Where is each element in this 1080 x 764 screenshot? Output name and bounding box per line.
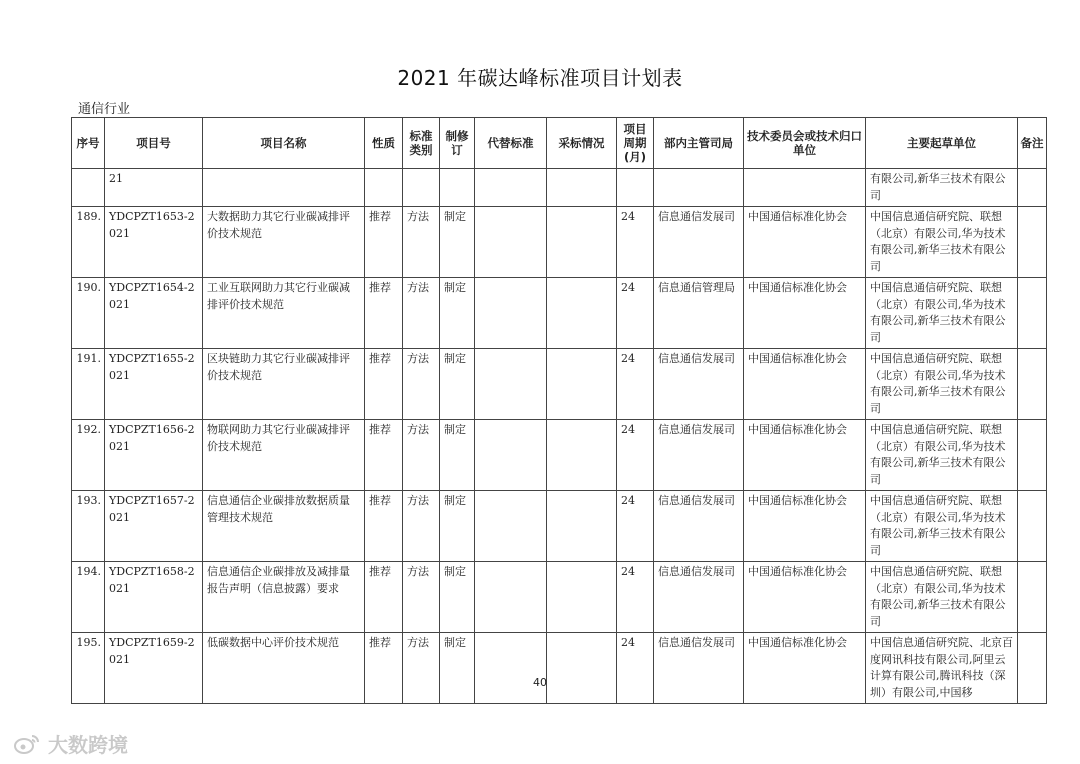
col-header: 序号 [72,118,105,169]
table-cell-adopt [547,169,617,207]
table-cell-name: 信息通信企业碳排放数据质量管理技术规范 [203,491,365,562]
table-cell-committee: 中国通信标准化协会 [744,562,866,633]
table-cell-rev: 制定 [440,491,475,562]
table-cell-id: 21 [105,169,203,207]
table-cell-adopt [547,491,617,562]
table-cell-replace [475,633,547,704]
table-cell-name: 信息通信企业碳排放及减排量报告声明（信息披露）要求 [203,562,365,633]
col-header: 项目名称 [203,118,365,169]
watermark [12,729,128,758]
table-cell-name: 区块链助力其它行业碳减排评价技术规范 [203,349,365,420]
table-cell-period: 24 [617,491,654,562]
table-cell-period: 24 [617,278,654,349]
table-cell-no: 189. [72,207,105,278]
table-cell-rev [440,169,475,207]
table-cell-drafters: 中国信息通信研究院、联想（北京）有限公司,华为技术有限公司,新华三技术有限公司 [866,278,1018,349]
table-cell-id: YDCPZT1657-2021 [105,491,203,562]
table-cell-rev: 制定 [440,349,475,420]
table-cell-dept: 信息通信发展司 [654,420,744,491]
table-cell-note [1018,349,1047,420]
table-cell-no: 190. [72,278,105,349]
table-cell-adopt [547,349,617,420]
col-header: 部内主管司局 [654,118,744,169]
standards-table [71,117,1047,704]
table-row [72,491,1047,562]
table-cell-name: 低碳数据中心评价技术规范 [203,633,365,704]
table-cell-note [1018,633,1047,704]
table-cell-cat: 方法 [403,633,440,704]
table-cell-replace [475,278,547,349]
table-row [72,169,1047,207]
col-header: 性质 [365,118,403,169]
table-cell-replace [475,491,547,562]
table-cell-note [1018,278,1047,349]
table-cell-drafters: 有限公司,新华三技术有限公司 [866,169,1018,207]
table-cell-no: 195. [72,633,105,704]
table-cell-id: YDCPZT1654-2021 [105,278,203,349]
table-cell-note [1018,562,1047,633]
table-cell-period: 24 [617,349,654,420]
col-header: 代替标准 [475,118,547,169]
table-cell-drafters: 中国信息通信研究院、联想（北京）有限公司,华为技术有限公司,新华三技术有限公司 [866,420,1018,491]
table-cell-committee: 中国通信标准化协会 [744,278,866,349]
table-cell-name [203,169,365,207]
table-row [72,349,1047,420]
table-cell-adopt [547,420,617,491]
table-cell-dept: 信息通信发展司 [654,562,744,633]
table-cell-nature [365,169,403,207]
table-cell-replace [475,420,547,491]
col-header: 标准类别 [403,118,440,169]
table-cell-drafters: 中国信息通信研究院、联想（北京）有限公司,华为技术有限公司,新华三技术有限公司 [866,207,1018,278]
table-cell-drafters: 中国信息通信研究院、联想（北京）有限公司,华为技术有限公司,新华三技术有限公司 [866,491,1018,562]
table-cell-note [1018,169,1047,207]
table-cell-nature: 推荐 [365,349,403,420]
table-cell-replace [475,169,547,207]
table-cell-name: 大数据助力其它行业碳减排评价技术规范 [203,207,365,278]
page-number: 40 [533,676,547,689]
table-cell-dept: 信息通信发展司 [654,349,744,420]
table-cell-replace [475,349,547,420]
table-cell-rev: 制定 [440,420,475,491]
table-cell-id: YDCPZT1656-2021 [105,420,203,491]
table-cell-dept: 信息通信发展司 [654,633,744,704]
col-header: 主要起草单位 [866,118,1018,169]
table-cell-cat: 方法 [403,349,440,420]
table-row [72,207,1047,278]
table-cell-dept: 信息通信发展司 [654,207,744,278]
table-cell-drafters: 中国信息通信研究院、联想（北京）有限公司,华为技术有限公司,新华三技术有限公司 [866,562,1018,633]
table-cell-drafters: 中国信息通信研究院、北京百度网讯科技有限公司,阿里云计算有限公司,腾讯科技（深圳）有限公司,中国移 [866,633,1018,704]
table-row [72,562,1047,633]
table-cell-nature: 推荐 [365,207,403,278]
weibo-logo-icon [12,732,42,756]
table-cell-no [72,169,105,207]
table-cell-nature: 推荐 [365,278,403,349]
table-cell-adopt [547,562,617,633]
table-cell-id: YDCPZT1659-2021 [105,633,203,704]
table-cell-cat: 方法 [403,491,440,562]
table-cell-nature: 推荐 [365,491,403,562]
table-cell-committee: 中国通信标准化协会 [744,491,866,562]
table-cell-name: 工业互联网助力其它行业碳减排评价技术规范 [203,278,365,349]
table-cell-note [1018,207,1047,278]
table-cell-adopt [547,278,617,349]
industry-label: 通信行业 [78,102,131,117]
table-cell-committee: 中国通信标准化协会 [744,633,866,704]
table-cell-adopt [547,633,617,704]
table-header-row [72,118,1047,169]
col-header: 项目号 [105,118,203,169]
table-row [72,633,1047,704]
table-cell-cat: 方法 [403,278,440,349]
table-cell-dept: 信息通信发展司 [654,491,744,562]
table-cell-cat: 方法 [403,562,440,633]
table-cell-rev: 制定 [440,562,475,633]
table-cell-adopt [547,207,617,278]
table-cell-no: 192. [72,420,105,491]
table-row [72,420,1047,491]
col-header: 备注 [1018,118,1047,169]
table-cell-rev: 制定 [440,633,475,704]
table-cell-cat: 方法 [403,420,440,491]
table-cell-period: 24 [617,207,654,278]
table-cell-name: 物联网助力其它行业碳减排评价技术规范 [203,420,365,491]
table-row [72,278,1047,349]
col-header: 制修订 [440,118,475,169]
table-cell-rev: 制定 [440,278,475,349]
table-cell-nature: 推荐 [365,420,403,491]
table-cell-dept: 信息通信管理局 [654,278,744,349]
table-cell-period: 24 [617,562,654,633]
table-cell-nature: 推荐 [365,562,403,633]
table-cell-id: YDCPZT1653-2021 [105,207,203,278]
table-cell-committee: 中国通信标准化协会 [744,420,866,491]
table-cell-rev: 制定 [440,207,475,278]
table-cell-no: 194. [72,562,105,633]
col-header: 项目周期(月) [617,118,654,169]
table-cell-no: 193. [72,491,105,562]
watermark-text: 大数跨境 [48,733,128,757]
table-cell-dept [654,169,744,207]
table-cell-no: 191. [72,349,105,420]
table-cell-replace [475,207,547,278]
table-cell-cat [403,169,440,207]
table-cell-period: 24 [617,633,654,704]
table-cell-id: YDCPZT1658-2021 [105,562,203,633]
col-header: 采标情况 [547,118,617,169]
table-cell-replace [475,562,547,633]
table-cell-note [1018,420,1047,491]
table-cell-note [1018,491,1047,562]
table-cell-nature: 推荐 [365,633,403,704]
table-cell-cat: 方法 [403,207,440,278]
table-cell-committee: 中国通信标准化协会 [744,349,866,420]
table-cell-committee: 中国通信标准化协会 [744,207,866,278]
page-title: 2021 年碳达峰标准项目计划表 [397,66,683,90]
table-cell-period [617,169,654,207]
table-cell-committee [744,169,866,207]
table-cell-id: YDCPZT1655-2021 [105,349,203,420]
col-header: 技术委员会或技术归口单位 [744,118,866,169]
table-cell-period: 24 [617,420,654,491]
table-cell-drafters: 中国信息通信研究院、联想（北京）有限公司,华为技术有限公司,新华三技术有限公司 [866,349,1018,420]
